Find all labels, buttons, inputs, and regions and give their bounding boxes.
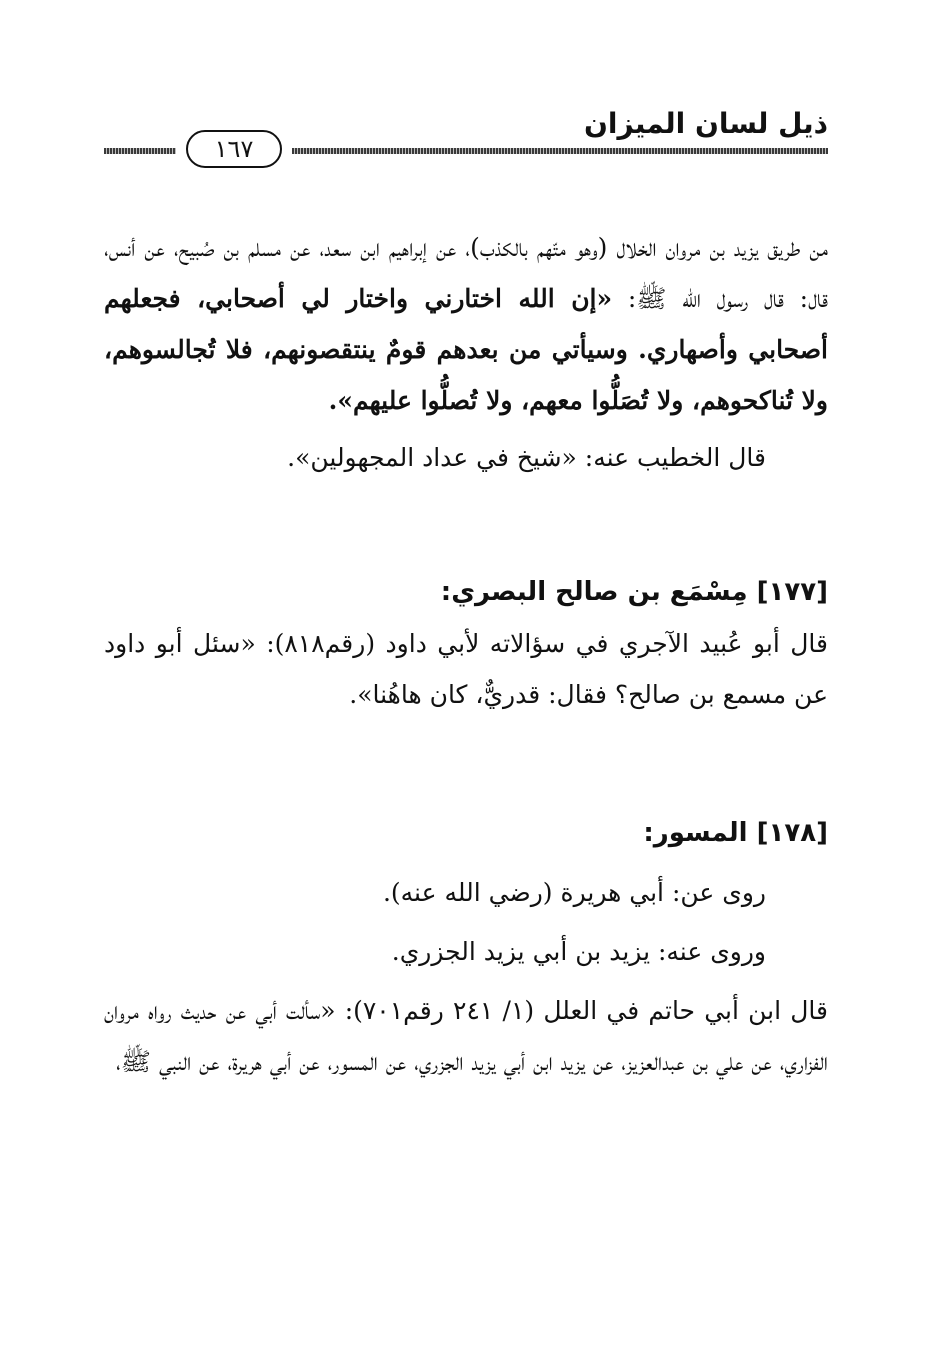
narrated-by-line: وروى عنه: يزيد بن أبي يزيد الجزري.: [391, 937, 766, 966]
page-body: [104, 222, 828, 1087]
paragraph-lead: من طريق يزيد بن مروان الخلال (وهو متّهم بالكذب)، عن إبراهيم ابن سعد، عن مسلم بن صُبيح، عن أنس، قال: قال رسول الله ﷺ:: [104, 233, 828, 313]
header-rule: [104, 148, 176, 154]
entry-heading-177: [١٧٧] مِسْمَع بن صالح البصري:: [440, 577, 828, 607]
paragraph: [104, 618, 828, 720]
paragraph: [104, 985, 828, 1087]
hadith-quote: «إن الله اختارني واختار لي أصحابي، فجعلهم أصحابي وأصهاري. وسيأتي من بعدهم قومٌ ينتقصونهم، فلا تُجالسوهم، ولا تُناكحوهم، ولا تُصَلُّوا معهم، ولا تُصلُّوا عليهم».: [104, 284, 828, 415]
book-title: ذيل لسان الميزان: [583, 107, 828, 140]
paragraph: [104, 222, 828, 426]
narrated-from-line: روى عن: أبي هريرة (رضي الله عنه).: [382, 878, 766, 907]
paragraph: [104, 432, 828, 483]
entry-heading-178: [١٧٨] المسور:: [643, 818, 828, 848]
entry-text: قال أبو عُبيد الآجري في سؤالاته لأبي داود (رقم٨١٨): «سئل أبو داود عن مسمع بن صالح؟ فقال: قدريٌّ، كان هاهُنا».: [104, 629, 828, 709]
entry-text: قال ابن أبي حاتم في العلل (١/ ٢٤١ رقم٧٠١): «سألت أبي عن حديث رواه مروان الفزاري، عن علي بن عبدالعزيز، عن يزيد ابن أبي يزيد الجزري، عن المسور، عن أبي هريرة، عن النبي ﷺ،: [104, 996, 828, 1076]
quote: «شيخ في عداد المجهولين».: [287, 443, 577, 472]
page-header: [104, 100, 828, 170]
page-number: ١٦٧: [186, 130, 282, 168]
header-rule: [292, 148, 828, 154]
paragraph-lead: قال الخطيب عنه:: [576, 443, 766, 472]
